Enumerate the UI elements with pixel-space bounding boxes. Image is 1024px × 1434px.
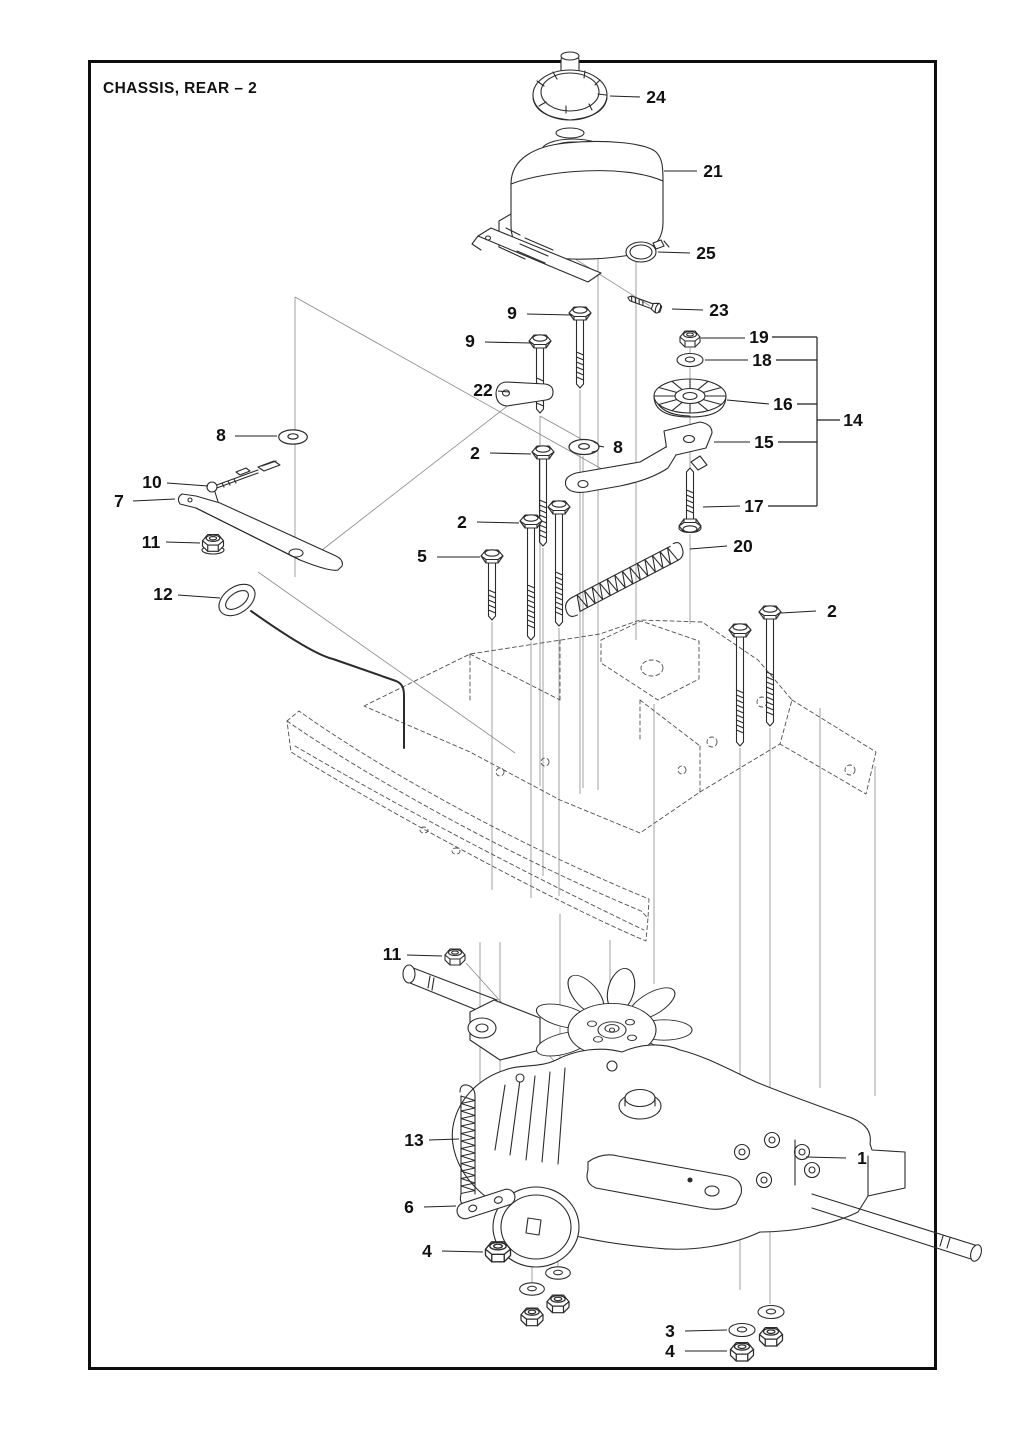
callout-8: 8: [613, 437, 623, 457]
callout-13: 13: [404, 1130, 424, 1150]
washer-center-left: [520, 1283, 545, 1295]
pulley-16: [654, 379, 726, 417]
washer-center-right: [546, 1267, 571, 1279]
leader-line: [166, 542, 200, 543]
leader-line: [167, 483, 208, 486]
callout-22: 22: [473, 380, 493, 400]
nut-19: [680, 331, 700, 347]
page-title: CHASSIS, REAR – 2: [103, 80, 258, 97]
callout-2: 2: [827, 601, 837, 621]
callout-4: 4: [422, 1241, 432, 1261]
chassis-plate: [364, 620, 876, 833]
proj-line: [258, 572, 515, 753]
leader-line: [610, 96, 640, 97]
callout-8: 8: [216, 425, 226, 445]
nut-4-bottom-right: [760, 1328, 783, 1346]
callout-12: 12: [153, 584, 173, 604]
hose-clamp: [626, 240, 669, 262]
callout-17: 17: [744, 496, 764, 516]
callout-24: 24: [646, 87, 666, 107]
leader-line: [442, 1251, 483, 1252]
control-rod-12: [213, 578, 404, 748]
callout-3: 3: [665, 1321, 675, 1341]
axle-tube: [403, 965, 540, 1060]
bolt-2b2: [548, 501, 570, 626]
proj-line: [322, 404, 510, 550]
leader-line: [599, 446, 604, 447]
callout-23: 23: [709, 300, 729, 320]
transaxle: [452, 1045, 983, 1267]
leader-line: [658, 252, 690, 253]
nut-center-left: [521, 1308, 543, 1326]
leader-line: [703, 506, 740, 507]
nut-11-lower: [445, 949, 465, 965]
lever-7: [178, 494, 342, 570]
leader-line: [477, 522, 519, 523]
leader-line: [133, 499, 175, 501]
leader-line: [424, 1206, 456, 1207]
callout-4: 4: [665, 1341, 675, 1361]
leader-line: [407, 955, 442, 956]
callout-11: 11: [141, 532, 161, 552]
nut-11-upper: [202, 535, 224, 554]
callout-18: 18: [752, 350, 772, 370]
callout-1: 1: [857, 1148, 867, 1168]
nut-center-right: [547, 1295, 569, 1313]
rear-bumper: [287, 711, 649, 941]
callout-25: 25: [696, 243, 716, 263]
washer-8-right: [569, 440, 599, 455]
callout-16: 16: [773, 394, 793, 414]
callout-21: 21: [703, 161, 723, 181]
bolt-5: [481, 550, 503, 620]
bolt-2b: [520, 515, 542, 640]
leader-line: [178, 595, 220, 598]
callout-15: 15: [754, 432, 774, 452]
bolt-17: [679, 468, 701, 533]
proj-line: [295, 297, 618, 478]
leader-line: [672, 309, 703, 310]
leader-line: [485, 342, 531, 343]
nut-4-left: [486, 1242, 511, 1262]
callout-2: 2: [457, 512, 467, 532]
bracket-22: [496, 382, 553, 406]
callout-10: 10: [142, 472, 162, 492]
callout-2: 2: [470, 443, 480, 463]
washer-3-left: [729, 1324, 755, 1337]
leader-line: [490, 453, 531, 454]
bolt-2c1: [729, 624, 751, 746]
fuel-cap: [533, 52, 607, 138]
leader-line: [685, 1330, 727, 1331]
leader-line: [690, 546, 727, 549]
washer-8-left: [279, 430, 308, 444]
leader-line: [527, 314, 571, 315]
callout-7: 7: [114, 491, 124, 511]
callout-6: 6: [404, 1197, 414, 1217]
bolt-2a: [532, 446, 554, 546]
callout-5: 5: [417, 546, 427, 566]
leader-line: [781, 611, 816, 613]
callout-9: 9: [507, 303, 517, 323]
callout-9: 9: [465, 331, 475, 351]
washer-3-right: [758, 1306, 784, 1319]
screw: [626, 293, 662, 314]
washer-18: [677, 354, 703, 367]
callout-20: 20: [733, 536, 753, 556]
bolt-9-right: [569, 307, 591, 388]
leader-line: [727, 400, 769, 404]
callout-14: 14: [843, 410, 863, 430]
bolt-2c2: [759, 606, 781, 726]
callout-19: 19: [749, 327, 769, 347]
nut-4-bottom-left: [731, 1343, 754, 1361]
callout-11: 11: [382, 944, 402, 964]
